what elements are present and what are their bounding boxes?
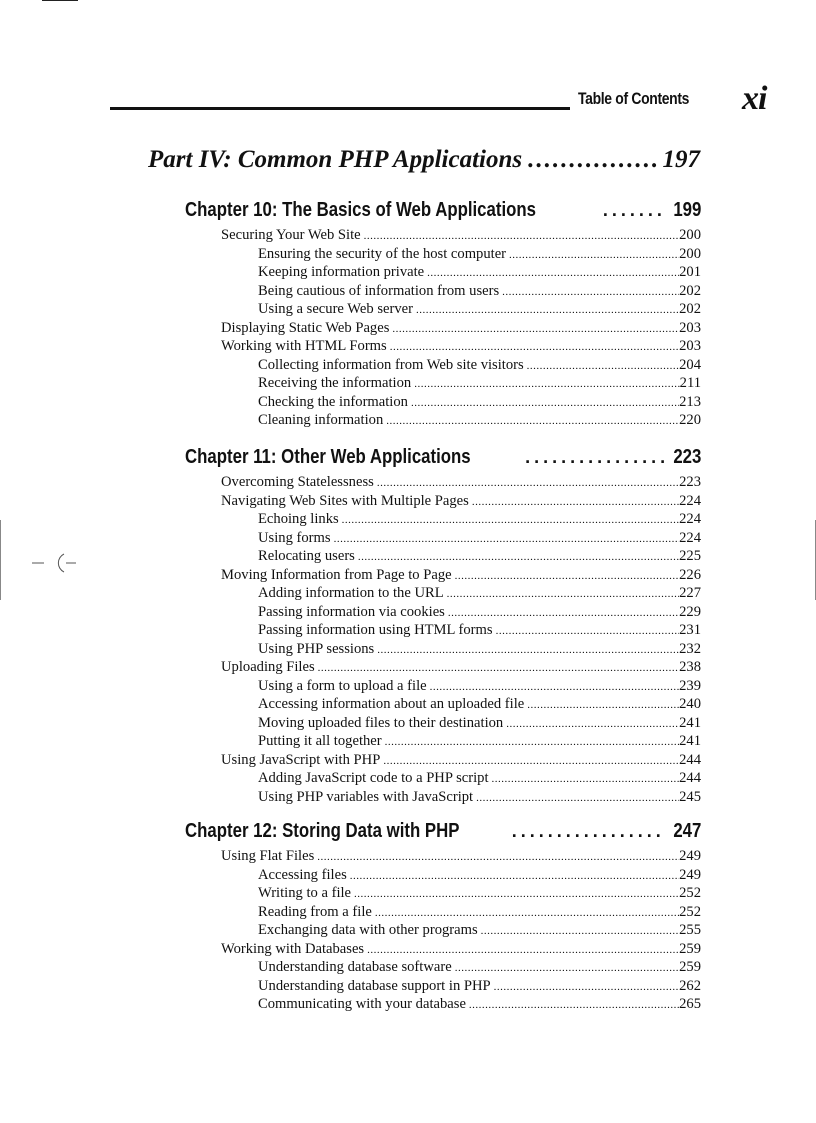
entry-page: 211 (679, 375, 701, 391)
dot-leader (354, 888, 679, 900)
entry-title: Reading from a file (258, 903, 372, 920)
dot-leader (496, 625, 680, 637)
entry-title: Using PHP sessions (258, 640, 375, 657)
toc-subsection (258, 885, 701, 903)
dot-leader (358, 551, 679, 563)
dot-leader (494, 981, 679, 993)
entry-title: Exchanging data with other programs (258, 922, 478, 938)
toc-subsection (258, 904, 701, 922)
toc-subsection (258, 412, 701, 430)
entry-page: 203 (679, 319, 701, 336)
dot-leader (317, 851, 679, 863)
entry-page: 238 (679, 659, 701, 675)
entry-page: 259 (679, 940, 701, 957)
chapter-title: Chapter 10: The Basics of Web Applications (185, 199, 537, 221)
chapter-title: Chapter 12: Storing Data with PHP (185, 820, 460, 842)
entry-page: 204 (679, 356, 701, 373)
entry-title: Securing Your Web Site (221, 227, 361, 243)
toc-section (221, 848, 701, 866)
chapter-title: Chapter 11: Other Web Applications (185, 446, 471, 468)
entry-title: Putting it all together (258, 733, 382, 749)
toc-subsection (258, 922, 701, 940)
entry-page: 200 (679, 245, 701, 262)
toc-subsection (258, 696, 701, 714)
entry-page: 231 (679, 622, 701, 638)
entry-page: 213 (679, 393, 701, 410)
entry-page: 259 (679, 959, 701, 975)
entry-title: Using JavaScript with PHP (221, 751, 381, 768)
toc-subsection (258, 264, 701, 282)
dot-leader (603, 200, 664, 221)
toc-subsection (258, 246, 701, 264)
header-rule (110, 107, 570, 110)
crop-mark-left (0, 520, 1, 600)
toc-subsection (258, 867, 701, 885)
entry-page: 224 (679, 492, 701, 509)
toc-subsection (258, 641, 701, 659)
entry-page: 241 (679, 714, 701, 731)
entry-title: Adding information to the URL (258, 585, 444, 601)
chapter-heading (185, 199, 701, 225)
entry-page: 224 (679, 529, 701, 546)
entry-page: 252 (679, 885, 701, 901)
dot-leader (342, 514, 679, 526)
dot-leader (527, 360, 679, 372)
toc-section (221, 320, 701, 338)
dot-leader (427, 267, 679, 279)
toc-section (221, 941, 701, 959)
toc-subsection (258, 959, 701, 977)
toc-section (221, 227, 701, 245)
entry-page: 232 (679, 640, 701, 657)
part-title: Part IV: Common PHP Applications (148, 146, 523, 173)
dot-leader (506, 718, 679, 730)
dot-leader (414, 378, 679, 390)
running-header-title: Table of Contents (578, 89, 690, 108)
entry-title: Keeping information private (258, 264, 425, 280)
entry-title: Accessing information about an uploaded file (258, 696, 525, 712)
dot-leader (469, 999, 679, 1011)
entry-title: Checking the information (258, 393, 408, 410)
dot-leader (476, 792, 679, 804)
toc-subsection (258, 585, 701, 603)
entry-title: Ensuring the security of the host computer (258, 245, 507, 262)
entry-title: Relocating users (258, 548, 355, 564)
toc-subsection (258, 996, 701, 1014)
dot-leader (318, 662, 679, 674)
entry-title: Navigating Web Sites with Multiple Pages (221, 492, 469, 509)
entry-page: 203 (679, 338, 701, 354)
entry-title: Communicating with your database (258, 996, 466, 1012)
part-heading (148, 146, 700, 180)
entry-title: Passing information via cookies (258, 603, 445, 620)
chapter-page: 199 (672, 199, 701, 221)
entry-title: Accessing files (258, 866, 347, 883)
entry-page: 225 (679, 548, 701, 564)
entry-title: Uploading Files (221, 659, 315, 675)
entry-page: 244 (679, 751, 701, 768)
entry-title: Writing to a file (258, 885, 352, 901)
toc-subsection (258, 715, 701, 733)
entry-title: Moving Information from Page to Page (221, 566, 452, 583)
toc-subsection (258, 733, 701, 751)
toc-subsection (258, 283, 701, 301)
toc-subsection (258, 770, 701, 788)
entry-title: Working with Databases (221, 940, 365, 957)
toc-section (221, 474, 701, 492)
toc-subsection (258, 511, 701, 529)
entry-page: 229 (679, 603, 701, 620)
dot-leader (377, 644, 679, 656)
dot-leader (385, 736, 679, 748)
entry-title: Collecting information from Web site visitors (258, 356, 524, 373)
toc-section (221, 752, 701, 770)
entry-title: Understanding database support in PHP (258, 977, 491, 994)
toc-subsection (258, 789, 701, 807)
dot-leader (334, 533, 680, 545)
entry-title: Using PHP variables with JavaScript (258, 788, 474, 805)
entry-title: Being cautious of information from users (258, 282, 500, 299)
entry-page: 244 (679, 770, 701, 786)
entry-page: 202 (679, 301, 701, 317)
dot-leader (525, 447, 664, 468)
chapter-heading (185, 820, 701, 846)
toc-section (221, 338, 701, 356)
entry-title: Using Flat Files (221, 848, 315, 864)
dot-leader (350, 870, 679, 882)
toc-section (221, 493, 701, 511)
entry-page: 240 (679, 696, 701, 712)
dot-leader (383, 755, 679, 767)
chapter-page: 223 (672, 446, 701, 468)
entry-title: Passing information using HTML forms (258, 622, 493, 638)
entry-title: Receiving the information (258, 375, 412, 391)
dot-leader (512, 821, 664, 842)
dot-leader (502, 286, 679, 298)
entry-page: 262 (679, 977, 701, 994)
entry-page: 224 (679, 511, 701, 527)
entry-page: 202 (679, 282, 701, 299)
entry-page: 201 (679, 264, 701, 280)
entry-page: 252 (679, 903, 701, 920)
dot-leader (411, 397, 679, 409)
dot-leader (448, 607, 679, 619)
entry-page: 239 (679, 677, 701, 694)
dot-leader (367, 944, 679, 956)
entry-page: 227 (679, 585, 701, 601)
entry-title: Overcoming Statelessness (221, 474, 374, 490)
dot-leader (447, 588, 679, 600)
crop-mark-top (42, 0, 78, 1)
entry-title: Understanding database software (258, 959, 452, 975)
chapter-heading (185, 446, 701, 472)
entry-page: 226 (679, 566, 701, 583)
page-folio: xi (742, 80, 767, 117)
dot-leader (509, 249, 679, 261)
toc-subsection (258, 530, 701, 548)
entry-page: 249 (679, 848, 701, 864)
dot-leader (416, 304, 679, 316)
dot-leader (386, 415, 679, 427)
part-page: 197 (662, 146, 700, 173)
entry-page: 220 (679, 412, 701, 428)
toc-subsection (258, 978, 701, 996)
dot-leader (481, 925, 679, 937)
toc-subsection (258, 375, 701, 393)
toc-subsection (258, 357, 701, 375)
toc-subsection (258, 622, 701, 640)
entry-title: Working with HTML Forms (221, 338, 387, 354)
entry-page: 265 (679, 996, 701, 1012)
dot-leader (364, 230, 679, 242)
entry-title: Cleaning information (258, 412, 384, 428)
dot-leader (492, 773, 680, 785)
entry-title: Displaying Static Web Pages (221, 319, 390, 336)
chapter-page: 247 (672, 820, 701, 842)
entry-title: Adding JavaScript code to a PHP script (258, 770, 489, 786)
dot-leader (527, 699, 679, 711)
toc-section (221, 567, 701, 585)
dot-leader (375, 907, 679, 919)
entry-page: 223 (679, 474, 701, 490)
entry-page: 245 (679, 788, 701, 805)
dot-leader (455, 962, 679, 974)
toc-subsection (258, 301, 701, 319)
entry-page: 241 (679, 733, 701, 749)
toc-subsection (258, 394, 701, 412)
toc-section (221, 659, 701, 677)
entry-page: 200 (679, 227, 701, 243)
dot-leader (392, 323, 679, 335)
entry-title: Echoing links (258, 511, 339, 527)
entry-title: Using forms (258, 529, 331, 546)
dot-leader (390, 341, 679, 353)
entry-page: 249 (679, 866, 701, 883)
dot-leader (472, 496, 679, 508)
toc-subsection (258, 604, 701, 622)
toc-subsection (258, 678, 701, 696)
registration-mark-icon (30, 548, 80, 578)
entry-title: Using a secure Web server (258, 301, 413, 317)
toc-subsection (258, 548, 701, 566)
dot-leader (377, 477, 679, 489)
dot-leader (455, 570, 679, 582)
entry-title: Using a form to upload a file (258, 677, 427, 694)
dot-leader (430, 681, 680, 693)
entry-page: 255 (679, 922, 701, 938)
dot-leader (528, 146, 656, 174)
entry-title: Moving uploaded files to their destination (258, 714, 504, 731)
